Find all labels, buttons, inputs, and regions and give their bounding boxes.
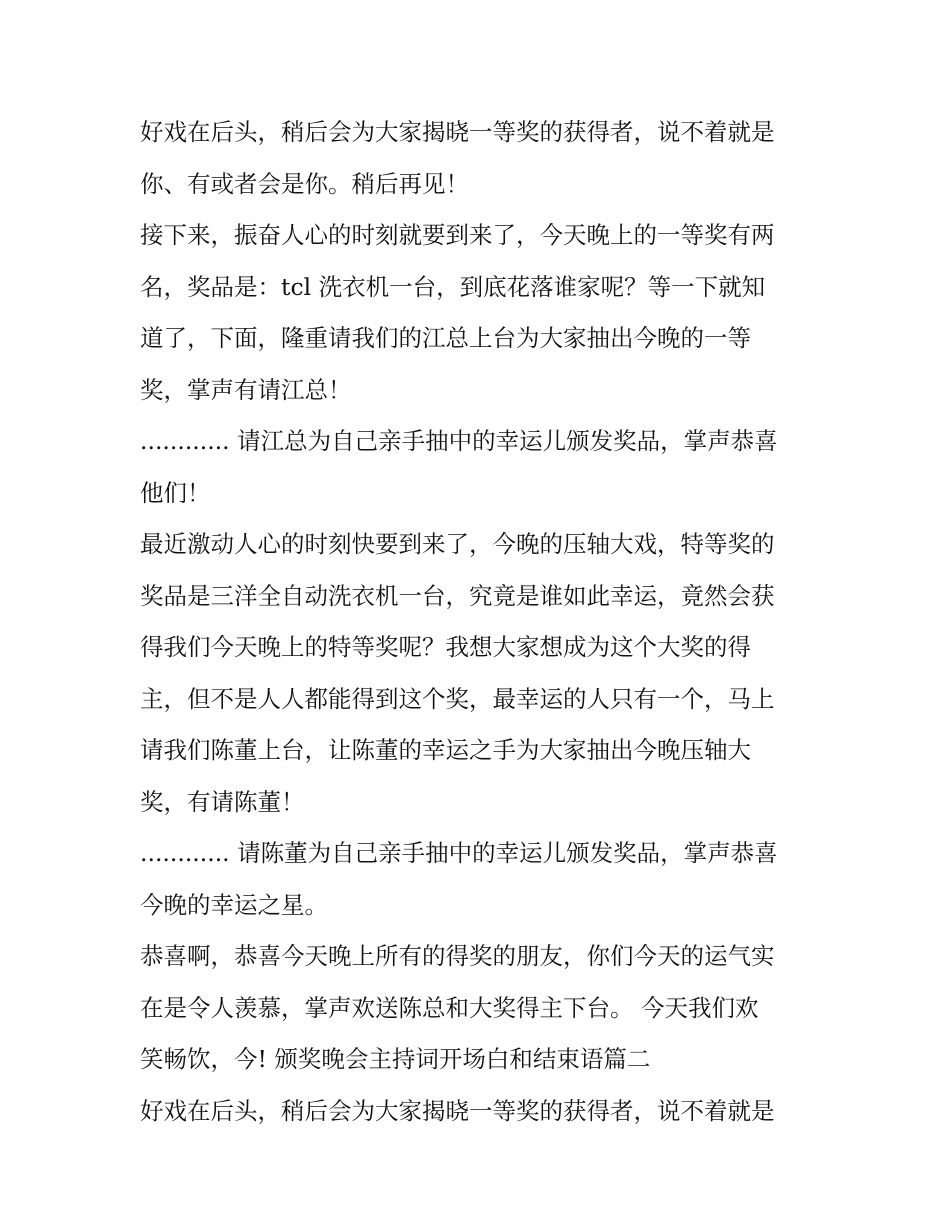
text-line: 请我们陈董上台，让陈董的幸运之手为大家抽出今晚压轴大	[140, 736, 751, 764]
text-line: 道了，下面，隆重请我们的江总上台为大家抽出今晚的一等	[140, 324, 751, 352]
text-line: 笑畅饮，今! 颁奖晚会主持词开场白和结束语篇二	[140, 1045, 651, 1073]
text-line: ............ 请陈董为自己亲手抽中的幸运儿颁发奖品，掌声恭喜	[140, 839, 778, 867]
text-line: 最近激动人心的时刻快要到来了，今晚的压轴大戏，特等奖的	[140, 530, 775, 558]
text-line: 今晚的幸运之星。	[140, 890, 328, 919]
text-line: ............ 请江总为自己亲手抽中的幸运儿颁发奖品，掌声恭喜	[140, 427, 778, 455]
text-line: 好戏在后头，稍后会为大家揭晓一等奖的获得者，说不着就是	[140, 1096, 775, 1125]
text-line: 接下来，振奋人心的时刻就要到来了，今天晚上的一等奖有两	[140, 221, 775, 249]
document-body	[140, 107, 820, 1137]
text-line: 奖品是三洋全自动洗衣机一台，究竟是谁如此幸运，竟然会获	[140, 581, 775, 610]
text-line: 好戏在后头，稍后会为大家揭晓一等奖的获得者，说不着就是	[140, 118, 775, 146]
text-line: 主，但不是人人都能得到这个奖，最幸运的人只有一个，马上	[140, 684, 775, 713]
text-line: 奖，掌声有请江总！	[140, 375, 352, 404]
text-line: 你、有或者会是你。稍后再见！	[140, 169, 469, 198]
text-line: 在是令人羡慕，掌声欢送陈总和大奖得主下台。 今天我们欢	[140, 993, 759, 1022]
text-line: 他们！	[140, 478, 211, 507]
text-line: 名，奖品是：tcl 洗衣机一台，到底花落谁家呢？等一下就知	[140, 272, 766, 301]
text-line: 恭喜啊，恭喜今天晚上所有的得奖的朋友，你们今天的运气实	[140, 942, 775, 970]
text-line: 得我们今天晚上的特等奖呢？我想大家想成为这个大奖的得	[140, 633, 751, 661]
text-line: 奖，有请陈董！	[140, 787, 305, 816]
